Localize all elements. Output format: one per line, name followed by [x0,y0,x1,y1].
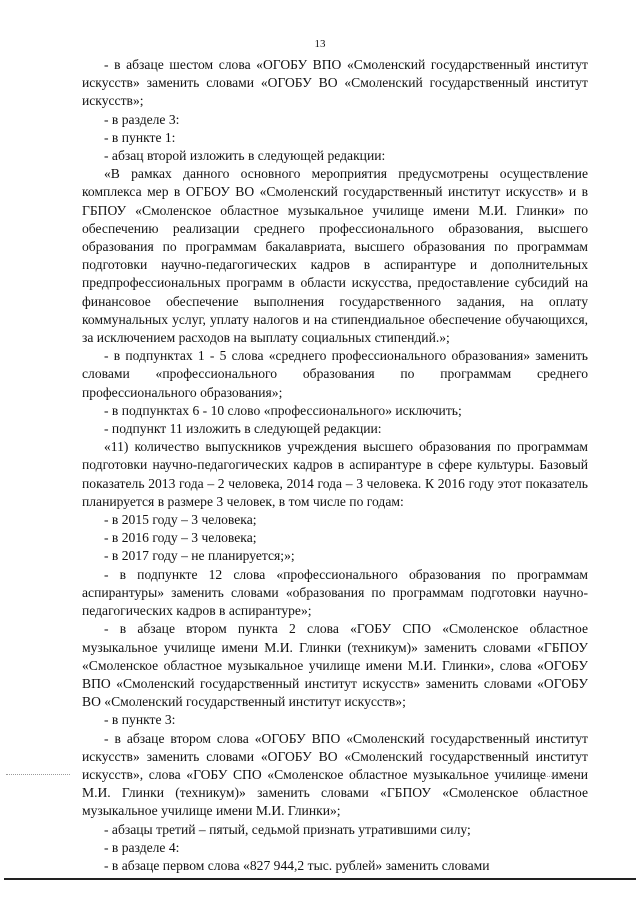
paragraph: - подпункт 11 изложить в следующей редакции: [104,421,382,437]
paragraph: - в 2015 году – 3 человека; [104,512,257,528]
paragraph: - в абзаце втором слова «ОГОБУ ВПО «Смоленский государственный институт искусств» заменить словами «ОГОБУ ВО «Смоленский государственный институт искусств», слова «ГОБУ СПО «Смоленское областное музыкальное училище имени М.И. Глинки (техникум)» заменить словами «ГБПОУ «Смоленское областное музыкальное училище имени М.И. Глинки»; [82,730,588,819]
paragraph: - в подпункте 12 слова «профессионального образования по программам аспирантуры» заменить словами «образования по программам подготовки научно-педагогических кадров в аспирантуре»; [82,566,588,619]
paragraph: - в 2016 году – 3 человека; [104,530,257,546]
paragraph: - в пункте 3: [104,712,176,728]
paragraph: - в абзаце первом слова «827 944,2 тыс. рублей» заменить словами [104,857,490,873]
paragraph: - абзац второй изложить в следующей редакции: [104,148,386,164]
page-number: 13 [314,38,326,50]
paragraph: - в абзаце шестом слова «ОГОБУ ВПО «Смоленский государственный институт искусств» заменить словами «ОГОБУ ВО «Смоленский государственный институт искусств»; [82,57,588,109]
paragraph: - в разделе 3: [104,111,180,127]
document-body [82,56,588,875]
paragraph: - в подпунктах 1 - 5 слова «среднего профессионального образования» заменить словами «профессионального образования по программам среднего профессионального образования»; [82,348,588,400]
paragraph: - абзацы третий – пятый, седьмой признать утратившими силу; [104,821,471,837]
scan-artifact-right [518,776,582,777]
scan-artifacts [6,771,634,781]
page-bottom-rule [4,878,636,880]
scan-artifact-left [6,774,70,775]
paragraph: - в разделе 4: [104,839,180,855]
paragraph: «В рамках данного основного мероприятия предусмотрены осуществление комплекса мер в ОГБОУ ВО «Смоленский государственный институт искусств» и в ГБПОУ «Смоленское областное музыкальное училище имени М.И. Глинки» по обеспечению реализации среднего профессионального образования, высшего образования по программам бакалавриата, высшего образования по программам подготовки научно-педагогических кадров в аспирантуре и дополнительных предпрофессиональных программ в области искусства, предоставление субсидий на финансовое обеспечение выполнения государственного задания, на оплату коммунальных услуг, уплату налогов и на стипендиальное обеспечение обучающихся, за исключением расходов на выплату социальных стипендий.»; [82,166,588,346]
paragraph: - в пункте 1: [104,129,176,145]
paragraph: - в 2017 году – не планируется;»; [104,548,295,564]
paragraph: - в абзаце втором пункта 2 слова «ГОБУ СПО «Смоленское областное музыкальное училище имени М.И. Глинки (техникум)» заменить словами «ГБПОУ «Смоленское областное музыкальное училище имени М.И. Глинки», слова «ОГОБУ ВПО «Смоленский государственный институт искусств» заменить словами «ОГОБУ ВО «Смоленский государственный институт искусств»; [82,621,588,710]
paragraph: «11) количество выпускников учреждения высшего образования по программам подготовки научно-педагогических кадров в аспирантуре в сфере культуры. Базовый показатель 2013 года – 2 человека, 2014 года – 3 человека. К 2016 году этот показатель планируется в размере 3 человек, в том числе по годам: [82,439,588,509]
paragraph: - в подпунктах 6 - 10 слово «профессионального» исключить; [104,402,462,418]
